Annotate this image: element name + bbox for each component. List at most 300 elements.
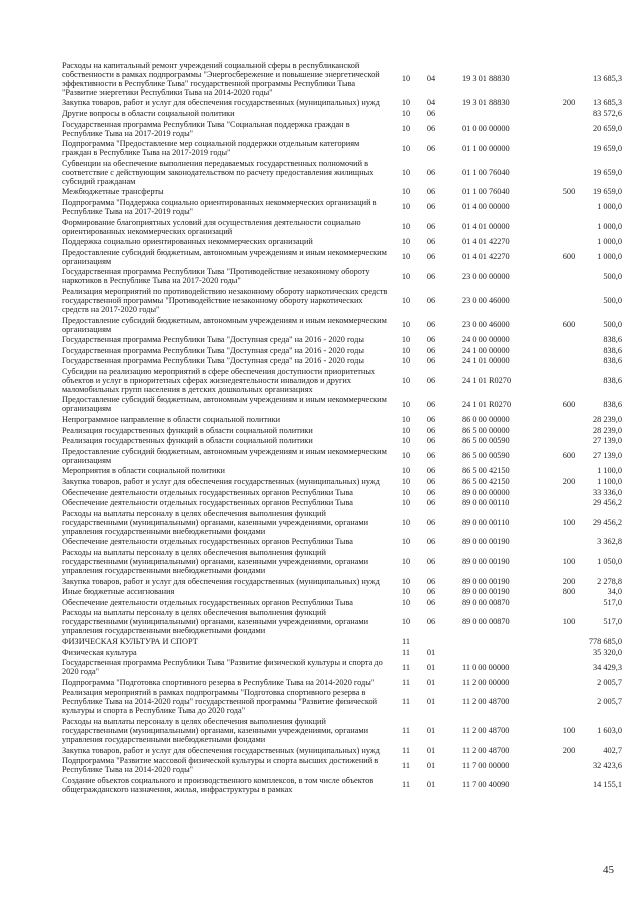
subsection-code: 06	[426, 517, 436, 527]
expense-type-code: 200	[562, 576, 576, 586]
section-code: 10	[401, 517, 411, 527]
target-article-code: 86 5 00 00000	[462, 425, 510, 435]
table-row	[62, 755, 622, 775]
section-code: 10	[401, 124, 411, 134]
amount: 838,6	[603, 399, 622, 409]
expense-type-code	[556, 755, 582, 775]
table-row	[62, 657, 622, 677]
amount: 13 685,3	[592, 98, 622, 108]
item-name: Реализация государственных функций в области социальной политики	[62, 436, 313, 446]
target-article-code: 23 0 00 46000	[462, 320, 510, 330]
target-article-code: 01 0 00 00000	[462, 124, 510, 134]
section-code: 11	[402, 780, 410, 790]
amount: 1 603,0	[597, 725, 622, 735]
expense-type-code	[556, 158, 582, 187]
target-article-code: 86 5 00 00590	[462, 451, 510, 461]
target-article-code: 24 1 01 R0270	[462, 375, 512, 385]
amount: 838,6	[603, 375, 622, 385]
table-row	[62, 414, 622, 425]
section-code: 10	[401, 537, 411, 547]
amount: 838,6	[603, 356, 622, 366]
amount: 33 336,0	[592, 487, 622, 497]
expense-type-code	[556, 597, 582, 608]
table-row	[62, 356, 622, 367]
amount: 1 100,0	[597, 466, 622, 476]
target-article-code: 89 0 00 00000	[462, 487, 510, 497]
budget-expenditure-table	[62, 60, 622, 795]
amount: 1 000,0	[597, 252, 622, 262]
item-name: Государственная программа Республики Тыва "Доступная среда" на 2016 - 2020 годы	[62, 356, 364, 366]
expense-type-code	[556, 267, 582, 287]
item-name: Мероприятия в области социальной политики	[62, 466, 225, 476]
subsection-code: 06	[426, 498, 436, 508]
target-article-code: 01 4 01 42270	[462, 237, 510, 247]
subsection-code: 06	[426, 415, 436, 425]
expense-type-code: 100	[562, 617, 576, 627]
target-article-code: 11 7 00 40090	[462, 780, 510, 790]
amount: 19 659,0	[592, 143, 622, 153]
subsection-code: 06	[426, 557, 436, 567]
expense-type-code: 600	[562, 399, 576, 409]
target-article-code	[446, 647, 556, 658]
table-row	[62, 267, 622, 287]
subsection-code: 06	[426, 597, 436, 607]
expense-type-code	[556, 435, 582, 446]
target-article-code: 11 0 00 00000	[462, 662, 510, 672]
item-name: Расходы на выплаты персоналу в целях обеспечения выполнения функций государственными (муниципальными) органами, казенными учреждениями, органами управления государственными внебюджетными фондами	[62, 608, 369, 636]
item-name: Расходы на выплаты персоналу в целях обеспечения выполнения функций государственными (муниципальными) органами, казенными учреждениями, органами управления государственными внебюджетными фондами	[62, 508, 369, 536]
amount: 838,6	[603, 345, 622, 355]
amount: 14 155,1	[592, 780, 622, 790]
target-article-code: 89 0 00 00870	[462, 617, 510, 627]
table-row	[62, 688, 622, 717]
section-code: 10	[401, 399, 411, 409]
item-name: Государственная программа Республики Тыва "Развитие физической культуры и спорта до 2020 года"	[62, 658, 383, 677]
expense-type-code: 200	[562, 477, 576, 487]
section-code: 11	[402, 725, 410, 735]
target-article-code: 86 5 00 42150	[462, 477, 510, 487]
target-article-code: 01 4 00 00000	[462, 202, 510, 212]
item-name: Формирование благоприятных условий для осуществления деятельности социально ориентированных некоммерческих организаций	[62, 217, 361, 236]
table-row	[62, 315, 622, 335]
target-article-code: 23 0 00 46000	[462, 295, 510, 305]
target-article-code: 89 0 00 00870	[462, 597, 510, 607]
section-code: 10	[401, 487, 411, 497]
expense-type-code	[556, 108, 582, 119]
section-code: 10	[401, 415, 411, 425]
subsection-code: 06	[426, 537, 436, 547]
subsection-code: 06	[426, 335, 436, 345]
section-code: 11	[402, 662, 410, 672]
target-article-code: 89 0 00 00190	[462, 557, 510, 567]
target-article-code: 01 1 00 76040	[462, 187, 510, 197]
section-code: 10	[401, 143, 411, 153]
expense-type-code: 600	[562, 451, 576, 461]
table-row	[62, 108, 622, 119]
amount: 402,7	[603, 745, 622, 755]
expense-type-code	[556, 197, 582, 217]
target-article-code: 01 4 01 42270	[462, 252, 510, 262]
item-name: Субвенции на обеспечение выполнения передаваемых государственных полномочий в соответствие с действующим законодательством по расчету предоставления жилищных субсидий гражданам	[62, 158, 374, 186]
table-row	[62, 98, 622, 109]
item-name: Закупка товаров, работ и услуг для обеспечения государственных (муниципальных) нужд	[62, 576, 380, 586]
expense-type-code	[556, 414, 582, 425]
amount: 2 005,7	[597, 677, 622, 687]
section-code: 10	[401, 498, 411, 508]
item-name: Обеспечение деятельности отдельных государственных органов Республики Тыва	[62, 597, 353, 607]
item-name: Государственная программа Республики Тыва "Доступная среда" на 2016 - 2020 годы	[62, 335, 364, 345]
table-row	[62, 745, 622, 756]
table-row	[62, 716, 622, 745]
section-code: 10	[401, 74, 411, 84]
table-row	[62, 576, 622, 587]
item-name: Подпрограмма "Поддержка социально ориентированных некоммерческих организаций в Республике Тыва на 2017-2019 годы"	[62, 197, 377, 216]
expense-type-code: 200	[562, 98, 576, 108]
expense-type-code	[556, 334, 582, 345]
amount: 1 000,0	[597, 222, 622, 232]
item-name: Расходы на выплаты персоналу в целях обеспечения выполнения функций государственными (муниципальными) органами, казенными учреждениями, органами управления государственными внебюджетными фондами	[62, 716, 369, 744]
subsection-code: 04	[426, 74, 436, 84]
target-article-code: 19 3 01 88830	[462, 74, 510, 84]
amount: 32 423,6	[592, 760, 622, 770]
expense-type-code	[556, 677, 582, 688]
table-row	[62, 487, 622, 498]
section-code: 10	[401, 295, 411, 305]
table-row	[62, 435, 622, 446]
subsection-code: 06	[426, 451, 436, 461]
subsection-code: 01	[426, 647, 436, 657]
subsection-code: 06	[426, 143, 436, 153]
expense-type-code	[556, 497, 582, 508]
subsection-code: 01	[426, 725, 436, 735]
amount: 27 139,0	[592, 436, 622, 446]
expense-type-code: 100	[562, 517, 576, 527]
item-name: Предоставление субсидий бюджетным, автономным учреждениям и иным некоммерческим организациям	[62, 247, 387, 266]
item-name: Обеспечение деятельности отдельных государственных органов Республики Тыва	[62, 537, 353, 547]
target-article-code	[446, 636, 556, 647]
item-name: Предоставление субсидий бюджетным, автономным учреждениям и иным некоммерческим организациям	[62, 315, 387, 334]
target-article-code: 11 2 00 00000	[462, 677, 510, 687]
section-code: 10	[401, 356, 411, 366]
table-row	[62, 138, 622, 158]
section-code: 10	[401, 167, 411, 177]
item-name: Государственная программа Республики Тыва "Доступная среда" на 2016 - 2020 годы	[62, 345, 364, 355]
amount: 29 456,2	[592, 517, 622, 527]
expense-type-code: 600	[562, 252, 576, 262]
item-name: Реализация мероприятий в рамках подпрограммы "Подготовка спортивного резерва в Республике Тыва на 2014-2020 годы" государственной программы "Развитие физической культуры и спорта в Республике Тыва до 2020 года"	[62, 688, 378, 716]
table-row	[62, 608, 622, 637]
section-code: 11	[402, 647, 410, 657]
section-code: 11	[402, 697, 410, 707]
expense-type-code	[556, 688, 582, 717]
item-name: Государственная программа Республики Тыва "Социальная поддержка граждан в Республике Тыва на 2017-2019 годы"	[62, 119, 350, 138]
item-name: ФИЗИЧЕСКАЯ КУЛЬТУРА И СПОРТ	[62, 636, 198, 646]
subsection-code: 06	[426, 237, 436, 247]
target-article-code: 11 2 00 48700	[462, 697, 510, 707]
table-row	[62, 158, 622, 187]
subsection-code: 01	[426, 760, 436, 770]
target-article-code: 11 2 00 48700	[462, 725, 510, 735]
expense-type-code	[556, 138, 582, 158]
table-row	[62, 636, 622, 647]
table-row	[62, 497, 622, 508]
section-code: 10	[401, 345, 411, 355]
section-code: 10	[401, 375, 411, 385]
target-article-code: 24 1 01 R0270	[462, 399, 512, 409]
item-name: Физическая культура	[62, 647, 137, 657]
amount: 13 685,3	[592, 74, 622, 84]
item-name: Поддержка социально ориентированных некоммерческих организаций	[62, 237, 313, 247]
item-name: Реализация государственных функций в области социальной политики	[62, 425, 313, 435]
section-code: 10	[401, 222, 411, 232]
section-code: 11	[402, 636, 410, 646]
expense-type-code: 600	[562, 320, 576, 330]
subsection-code: 06	[426, 425, 436, 435]
expense-type-code	[556, 425, 582, 436]
section-code: 10	[401, 202, 411, 212]
table-row	[62, 119, 622, 139]
table-row	[62, 60, 622, 98]
section-code: 11	[402, 760, 410, 770]
item-name: Закупка товаров, работ и услуг для обеспечения государственных (муниципальных) нужд	[62, 98, 380, 108]
target-article-code	[446, 108, 556, 119]
target-article-code: 11 2 00 48700	[462, 745, 510, 755]
page-number: 45	[603, 864, 614, 876]
subsection-code: 06	[426, 187, 436, 197]
target-article-code: 01 1 00 76040	[462, 167, 510, 177]
expense-type-code	[556, 636, 582, 647]
subsection-code: 06	[426, 222, 436, 232]
section-code: 10	[401, 477, 411, 487]
target-article-code: 01 4 01 00000	[462, 222, 510, 232]
expense-type-code	[556, 487, 582, 498]
subsection-code: 01	[426, 697, 436, 707]
amount: 1 000,0	[597, 202, 622, 212]
table-row	[62, 466, 622, 477]
amount: 34,0	[607, 587, 622, 597]
expense-type-code	[556, 537, 582, 548]
amount: 1 000,0	[597, 237, 622, 247]
table-row	[62, 537, 622, 548]
item-name: Закупка товаров, работ и услуг для обеспечения государственных (муниципальных) нужд	[62, 745, 380, 755]
item-name: Подпрограмма "Развитие массовой физической культуры и спорта высших достижений в Республике Тыва на 2014-2020 годы"	[62, 756, 379, 775]
amount: 29 456,2	[592, 498, 622, 508]
section-code: 10	[401, 187, 411, 197]
table-row	[62, 247, 622, 267]
amount: 500,0	[603, 320, 622, 330]
table-row	[62, 366, 622, 395]
expense-type-code	[556, 657, 582, 677]
table-row	[62, 425, 622, 436]
expense-type-code	[556, 119, 582, 139]
section-code: 10	[401, 271, 411, 281]
target-article-code: 86 0 00 00000	[462, 415, 510, 425]
expense-type-code	[556, 286, 582, 315]
subsection-code: 06	[426, 167, 436, 177]
target-article-code: 89 0 00 00110	[462, 498, 510, 508]
item-name: Подпрограмма "Предоставление мер социальной поддержки отдельным категориям граждан в Республике Тыва на 2017-2019 годы"	[62, 139, 360, 158]
item-name: Государственная программа Республики Тыва "Противодействие незаконному обороту наркотиков в Республике Тыва на 2017-2020 годы"	[62, 267, 370, 286]
amount: 34 429,3	[592, 662, 622, 672]
table-row	[62, 775, 622, 795]
target-article-code: 23 0 00 00000	[462, 271, 510, 281]
amount: 19 659,0	[592, 167, 622, 177]
section-code: 10	[401, 320, 411, 330]
expense-type-code	[556, 366, 582, 395]
section-code: 10	[401, 108, 411, 118]
section-code: 10	[401, 425, 411, 435]
section-code: 10	[401, 466, 411, 476]
section-code: 11	[402, 677, 410, 687]
subsection-code: 06	[426, 617, 436, 627]
subsection-code: 04	[426, 98, 436, 108]
item-name: Субсидии на реализацию мероприятий в сфере обеспечения доступности приоритетных объектов и услуг в приоритетных сферах жизнедеятельности инвалидов и других маломобильных групп населения в детских дошкольных организациях	[62, 366, 376, 394]
table-row	[62, 197, 622, 217]
subsection-code: 06	[426, 399, 436, 409]
item-name: Реализация мероприятий по противодействию незаконному обороту наркотических средств государственной программы "Противодействие незаконному обороту наркотических средств на 2017-2020 годы"	[62, 286, 388, 314]
section-code: 10	[401, 451, 411, 461]
target-article-code: 86 5 00 00590	[462, 436, 510, 446]
subsection-code: 06	[426, 477, 436, 487]
item-name: Подпрограмма "Подготовка спортивного резерва в Республике Тыва на 2014-2020 годы"	[62, 677, 375, 687]
table-row	[62, 508, 622, 537]
subsection-code: 06	[426, 271, 436, 281]
subsection-code	[416, 636, 446, 647]
section-code: 10	[401, 335, 411, 345]
amount: 2 005,7	[597, 697, 622, 707]
section-code: 10	[401, 587, 411, 597]
amount: 1 100,0	[597, 477, 622, 487]
target-article-code: 19 3 01 88830	[462, 98, 510, 108]
section-code: 10	[401, 252, 411, 262]
section-code: 10	[401, 98, 411, 108]
target-article-code: 86 5 00 42150	[462, 466, 510, 476]
amount: 517,0	[603, 617, 622, 627]
section-code: 10	[401, 237, 411, 247]
subsection-code: 01	[426, 677, 436, 687]
item-name: Обеспечение деятельности отдельных государственных органов Республики Тыва	[62, 498, 353, 508]
expense-type-code: 200	[562, 745, 576, 755]
subsection-code: 01	[426, 780, 436, 790]
table-row	[62, 217, 622, 237]
amount: 3 362,8	[597, 537, 622, 547]
subsection-code: 06	[426, 202, 436, 212]
target-article-code: 89 0 00 00190	[462, 587, 510, 597]
subsection-code: 06	[426, 108, 436, 118]
amount: 517,0	[603, 597, 622, 607]
item-name: Обеспечение деятельности отдельных государственных органов Республики Тыва	[62, 487, 353, 497]
amount: 19 659,0	[592, 187, 622, 197]
amount: 1 050,0	[597, 557, 622, 567]
item-name: Непрограммное направление в области социальной политики	[62, 415, 281, 425]
subsection-code: 06	[426, 320, 436, 330]
expense-type-code: 800	[562, 587, 576, 597]
subsection-code: 01	[426, 662, 436, 672]
table-row	[62, 334, 622, 345]
target-article-code: 89 0 00 00190	[462, 537, 510, 547]
target-article-code: 89 0 00 00190	[462, 576, 510, 586]
amount: 28 239,0	[592, 415, 622, 425]
table-row	[62, 446, 622, 466]
target-article-code: 01 1 00 00000	[462, 143, 510, 153]
item-name: Расходы на выплаты персоналу в целях обеспечения выполнения функций государственными (муниципальными) органами, казенными учреждениями, органами управления государственными внебюджетными фондами	[62, 548, 369, 576]
table-row	[62, 677, 622, 688]
amount: 838,6	[603, 335, 622, 345]
target-article-code: 24 0 00 00000	[462, 335, 510, 345]
expense-type-code	[556, 345, 582, 356]
item-name: Другие вопросы в области социальной политики	[62, 108, 235, 118]
target-article-code: 89 0 00 00110	[462, 517, 510, 527]
item-name: Расходы на капитальный ремонт учреждений социальной сферы в республиканской собственности в рамках подпрограммы "Энергосбережение и повышение энергетической эффективности в Республике Тыва" государственной программы Республики Тыва "Развитие энергетики Республики Тыва на 2014-2020 годы"	[62, 60, 380, 97]
expense-type-code	[556, 217, 582, 237]
amount: 20 659,0	[592, 124, 622, 134]
subsection-code: 06	[426, 345, 436, 355]
amount: 2 278,8	[597, 576, 622, 586]
expense-type-code: 500	[562, 187, 576, 197]
target-article-code: 24 1 01 00000	[462, 356, 510, 366]
table-row	[62, 586, 622, 597]
expense-type-code	[556, 60, 582, 98]
target-article-code: 24 1 00 00000	[462, 345, 510, 355]
amount: 35 320,0	[592, 647, 622, 657]
item-name: Предоставление субсидий бюджетным, автономным учреждениям и иным некоммерческим организациям	[62, 395, 387, 414]
amount: 27 139,0	[592, 451, 622, 461]
amount: 500,0	[603, 295, 622, 305]
item-name: Предоставление субсидий бюджетным, автономным учреждениям и иным некоммерческим организациям	[62, 446, 387, 465]
subsection-code: 06	[426, 375, 436, 385]
amount: 500,0	[603, 271, 622, 281]
table-row	[62, 187, 622, 198]
expense-type-code	[556, 775, 582, 795]
amount: 83 572,6	[592, 108, 622, 118]
amount: 778 685,0	[588, 636, 622, 646]
table-row	[62, 597, 622, 608]
target-article-code: 11 7 00 00000	[462, 760, 510, 770]
subsection-code: 06	[426, 576, 436, 586]
table-row	[62, 476, 622, 487]
table-row	[62, 236, 622, 247]
expense-type-code	[556, 356, 582, 367]
table-row	[62, 647, 622, 658]
item-name: Закупка товаров, работ и услуг для обеспечения государственных (муниципальных) нужд	[62, 477, 380, 487]
expense-type-code	[556, 647, 582, 658]
expense-type-code: 100	[562, 725, 576, 735]
section-code: 10	[401, 436, 411, 446]
subsection-code: 01	[426, 745, 436, 755]
subsection-code: 06	[426, 436, 436, 446]
section-code: 11	[402, 745, 410, 755]
subsection-code: 06	[426, 587, 436, 597]
table-row	[62, 395, 622, 415]
section-code: 10	[401, 617, 411, 627]
section-code: 10	[401, 597, 411, 607]
subsection-code: 06	[426, 252, 436, 262]
expense-type-code	[556, 466, 582, 477]
amount: 28 239,0	[592, 425, 622, 435]
subsection-code: 06	[426, 124, 436, 134]
table-row	[62, 286, 622, 315]
item-name: Межбюджетные трансферты	[62, 187, 164, 197]
subsection-code: 06	[426, 295, 436, 305]
item-name: Иные бюджетные ассигнования	[62, 587, 175, 597]
subsection-code: 06	[426, 466, 436, 476]
item-name: Создание объектов социального и производственного комплексов, в том числе объектов общегражданского назначения, жилья, инфраструктуры в рамках	[62, 775, 374, 794]
table-row	[62, 345, 622, 356]
table-row	[62, 547, 622, 576]
subsection-code: 06	[426, 356, 436, 366]
subsection-code: 06	[426, 487, 436, 497]
section-code: 10	[401, 576, 411, 586]
